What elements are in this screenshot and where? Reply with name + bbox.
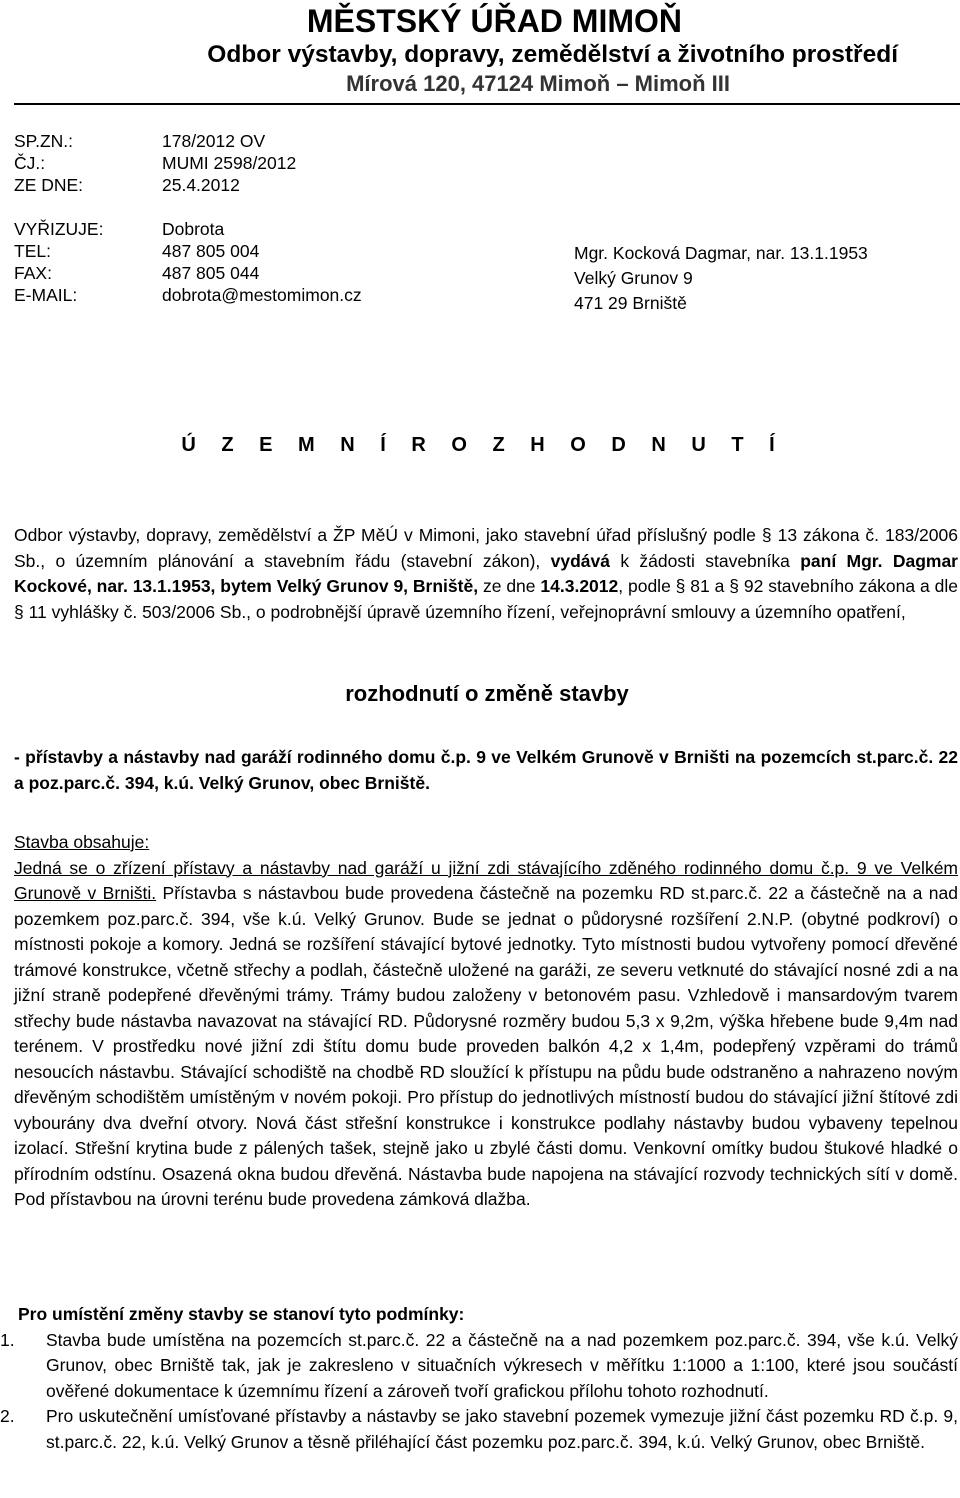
email-label: E-MAIL: [14,285,78,305]
date-row [14,174,514,196]
recipient-name: Mgr. Kocková Dagmar, nar. 13.1.1953 [574,243,868,263]
intro-text-4: , podle § 81 a § 92 stavebního zákona a dle § 11 vyhlášky č. 503/2006 Sb., o podrobnější úpravě územního řízení, veřejnoprávní smlouvy a územního opatření, [14,576,958,622]
cj-value: MUMI 2598/2012 [162,153,297,173]
recipient-city: 471 29 Brniště [574,293,687,313]
spzn-label: SP.ZN.: [14,131,74,151]
document-title: Ú Z E M N Í R O Z H O D N U T Í [181,434,779,456]
handler-row [14,218,514,240]
header-divider [14,103,960,105]
handler-label: VYŘIZUJE: [14,219,104,239]
intro-text-1: Odbor výstavby, dopravy, zemědělství a ŽP MěÚ v Mimoni, jako stavební úřad příslušný podle § 13 zákona č. 183/2006 Sb., o územním plánování a stavebním řádu (stavební zákon), [14,525,958,571]
intro-issues: vydává [550,550,610,571]
cj-label: ČJ.: [14,153,46,173]
decision-subject: - přístavby a nástavby nad garáží rodinného domu č.p. 9 ve Velkém Grunově v Brništi na pozemcích st.parc.č. 22 a poz.parc.č. 394, k.ú. Velký Grunov, obec Brniště. [14,747,958,793]
tel-value: 487 805 004 [162,241,260,261]
letterhead [0,2,960,98]
email-value: dobrota@mestomimon.cz [162,285,362,305]
condition-number: 1. [0,1329,15,1350]
intro-application-date: 14.3.2012 [540,576,619,596]
intro-text-3: ze dne [478,576,541,596]
handler-value: Dobrota [162,219,225,239]
tel-label: TEL: [14,241,51,261]
fax-row [14,262,514,284]
tel-row [14,240,514,262]
intro-paragraph [14,523,958,625]
decision-heading: rozhodnutí o změně stavby [345,681,629,706]
department-name: Odbor výstavby, dopravy, zemědělství a životního prostředí [207,41,898,68]
recipient-street: Velký Grunov 9 [574,268,693,288]
recipient-address [574,241,868,316]
condition-text: Stavba bude umístěna na pozemcích st.parc.č. 22 a částečně na a nad pozemkem poz.parc.č. 394, vše k.ú. Velký Grunov, obec Brniště tak, jak je zakresleno v situačních výkresech v měřítku 1:1000 a 1:100, které jsou součástí ověřené dokumentace k územnímu řízení a zároveň tvoří grafickou přílohu tohoto rozhodnutí. [46,1329,958,1401]
condition-item [0,1328,958,1405]
contents-section [14,830,958,1213]
contents-underlined: Jedná se o zřízení přístavy a nástavby nad garáží u jižní zdi stávajícího zděného rodinného domu č.p. 9 ve Velkém Grunově v Brništi. [14,857,958,903]
contents-body: Přístavba s nástavbou bude provedena částečně na pozemku RD st.parc.č. 22 a částečně na a nad pozemkem poz.parc.č. 394, vše k.ú. Velký Grunov. Bude se jednat o půdorysné rozšíření 2.N.P. (obytné podkroví) o místnosti pokoje a komory. Jedná se rozšíření stávající bytové jednotky. Tyto místnosti budou vytvořeny pomocí dřevěné trámové konstrukce, včetně střechy a podlah, částečně uložené na garáži, ze severu vetknuté do stávající nosné zdi a na jižní straně podepřené dřevěnými trámy. Trámy budou založeny v betonovém pasu. Vzhledově i mansardovým tvarem střechy bude nástavba navazovat na stávající RD. Půdorysné rozměry budou 5,3 x 9,2m, výška hřebene bude 9,4m nad terénem. V prostředku nové jižní zdi štítu domu bude proveden balkón 4,2 x 1,4m, podepřený vzpěrami do trámů nesoucích nástavbu. Stávající schodiště na chodbě RD sloužící k přístupu na půdu bude odstraněno a nahrazeno novým dřevěným schodištěm umístěným v novém pokoji. Pro přístup do jednotlivých místností budou do stávající jižní štítové zdi vybourány dva dveřní otvory. Nová část střešní konstrukce i konstrukce podlahy nástavby budou vybaveny tepelnou izolací. Střešní krytina bude z pálených tašek, stejně jako u zbylé části domu. Venkovní omítky budou štukové hladké o přírodním odstínu. Osazená okna budou dřevěná. Nástavba bude napojena na stávající rozvody technických sítí v domě. Pod přístavbou na úrovni terénu bude provedena zámková dlažba. [14,883,959,1209]
conditions-section [0,1302,958,1455]
fax-label: FAX: [14,263,52,283]
cj-row [14,152,514,174]
condition-number: 2. [0,1406,15,1426]
office-address: Mírová 120, 47124 Mimoň – Mimoň III [346,71,730,96]
date-label: ZE DNE: [14,175,84,195]
office-name: MĚSTSKÝ ÚŘAD MIMOŇ [306,3,682,39]
spzn-row [14,130,514,152]
email-row [14,284,514,306]
conditions-heading: Pro umístění změny stavby se stanoví tyto podmínky: [18,1304,465,1324]
contents-heading: Stavba obsahuje: [14,832,150,852]
condition-item [0,1404,958,1455]
intro-text-2: k žádosti stavebníka [620,550,801,571]
spzn-value: 178/2012 OV [162,131,266,151]
date-value: 25.4.2012 [162,175,240,195]
fax-value: 487 805 044 [162,263,260,283]
condition-text: Pro uskutečnění umísťované přístavby a nástavby se jako stavební pozemek vymezuje jižní část pozemku RD č.p. 9, st.parc.č. 22, k.ú. Velký Grunov a těsně přiléhající část pozemku poz.parc.č. 394, k.ú. Velký Grunov, obec Brniště. [46,1406,958,1452]
intro-applicant: paní Mgr. Dagmar Kockové, nar. 13.1.1953, bytem Velký Grunov 9, Brniště, [14,550,958,596]
